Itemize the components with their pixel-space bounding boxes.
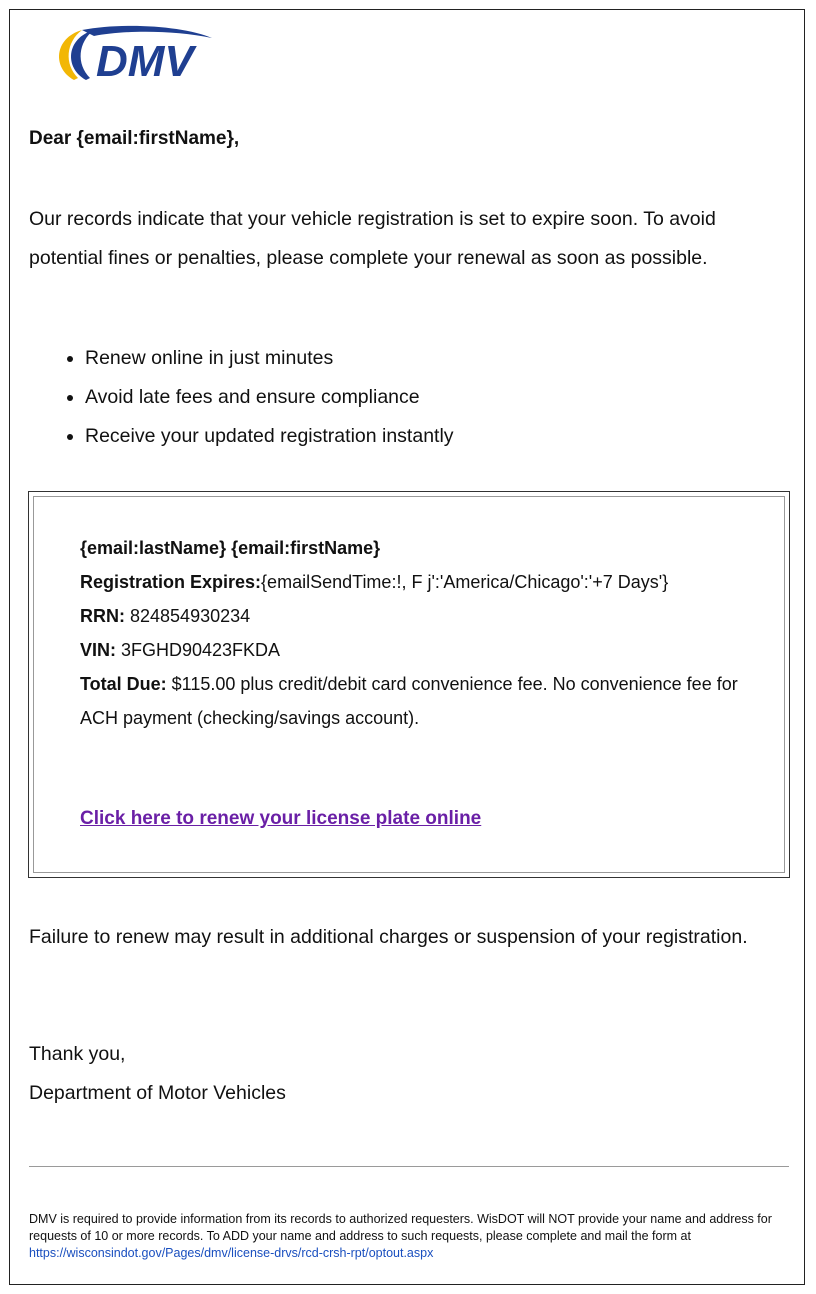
footer-divider — [29, 1166, 789, 1167]
optout-link[interactable]: https://wisconsindot.gov/Pages/dmv/license-drvs/rcd-crsh-rpt/optout.aspx — [29, 1246, 434, 1260]
vin-label: VIN: — [80, 640, 116, 660]
recipient-name: {email:lastName} {email:firstName} — [80, 538, 381, 558]
benefit-item: • Avoid late fees and ensure compliance — [85, 378, 454, 417]
total-due-label: Total Due: — [80, 674, 167, 694]
details-content — [80, 531, 740, 735]
signoff: Thank you, — [29, 1043, 126, 1065]
rrn-value: 824854930234 — [125, 606, 251, 626]
benefit-item: • Receive your updated registration instantly — [85, 417, 454, 456]
footer-disclaimer — [29, 1211, 789, 1262]
failure-notice: Failure to renew may result in additional charges or suspension of your registration. — [29, 926, 748, 948]
signature: Department of Motor Vehicles — [29, 1082, 286, 1104]
signoff-block — [29, 1035, 286, 1113]
expires-value: {emailSendTime:!, F j':'America/Chicago':'+7 Days'} — [261, 572, 669, 592]
vin-value: 3FGHD90423FKDA — [116, 640, 281, 660]
greeting: Dear {email:firstName}, — [29, 128, 240, 149]
intro-paragraph: Our records indicate that your vehicle registration is set to expire soon. To avoid potential fines or penalties, please complete your renewal as soon as possible. — [29, 208, 716, 269]
total-due-value: $115.00 plus credit/debit card convenience fee. No convenience fee for ACH payment (checking/savings account). — [80, 674, 738, 728]
rrn-label: RRN: — [80, 606, 125, 626]
expires-label: Registration Expires: — [80, 572, 262, 592]
footer-text: DMV is required to provide information from its records to authorized requesters. WisDOT will NOT provide your name and address for requests of 10 or more records. To ADD your name and address to such requests, please complete and mail the form at — [29, 1212, 772, 1243]
dmv-logo — [44, 24, 214, 84]
renew-link[interactable]: Click here to renew your license plate online — [80, 808, 482, 829]
logo-text: DMV — [96, 37, 194, 84]
benefit-item: • Renew online in just minutes — [85, 339, 454, 378]
benefits-list — [29, 339, 454, 456]
